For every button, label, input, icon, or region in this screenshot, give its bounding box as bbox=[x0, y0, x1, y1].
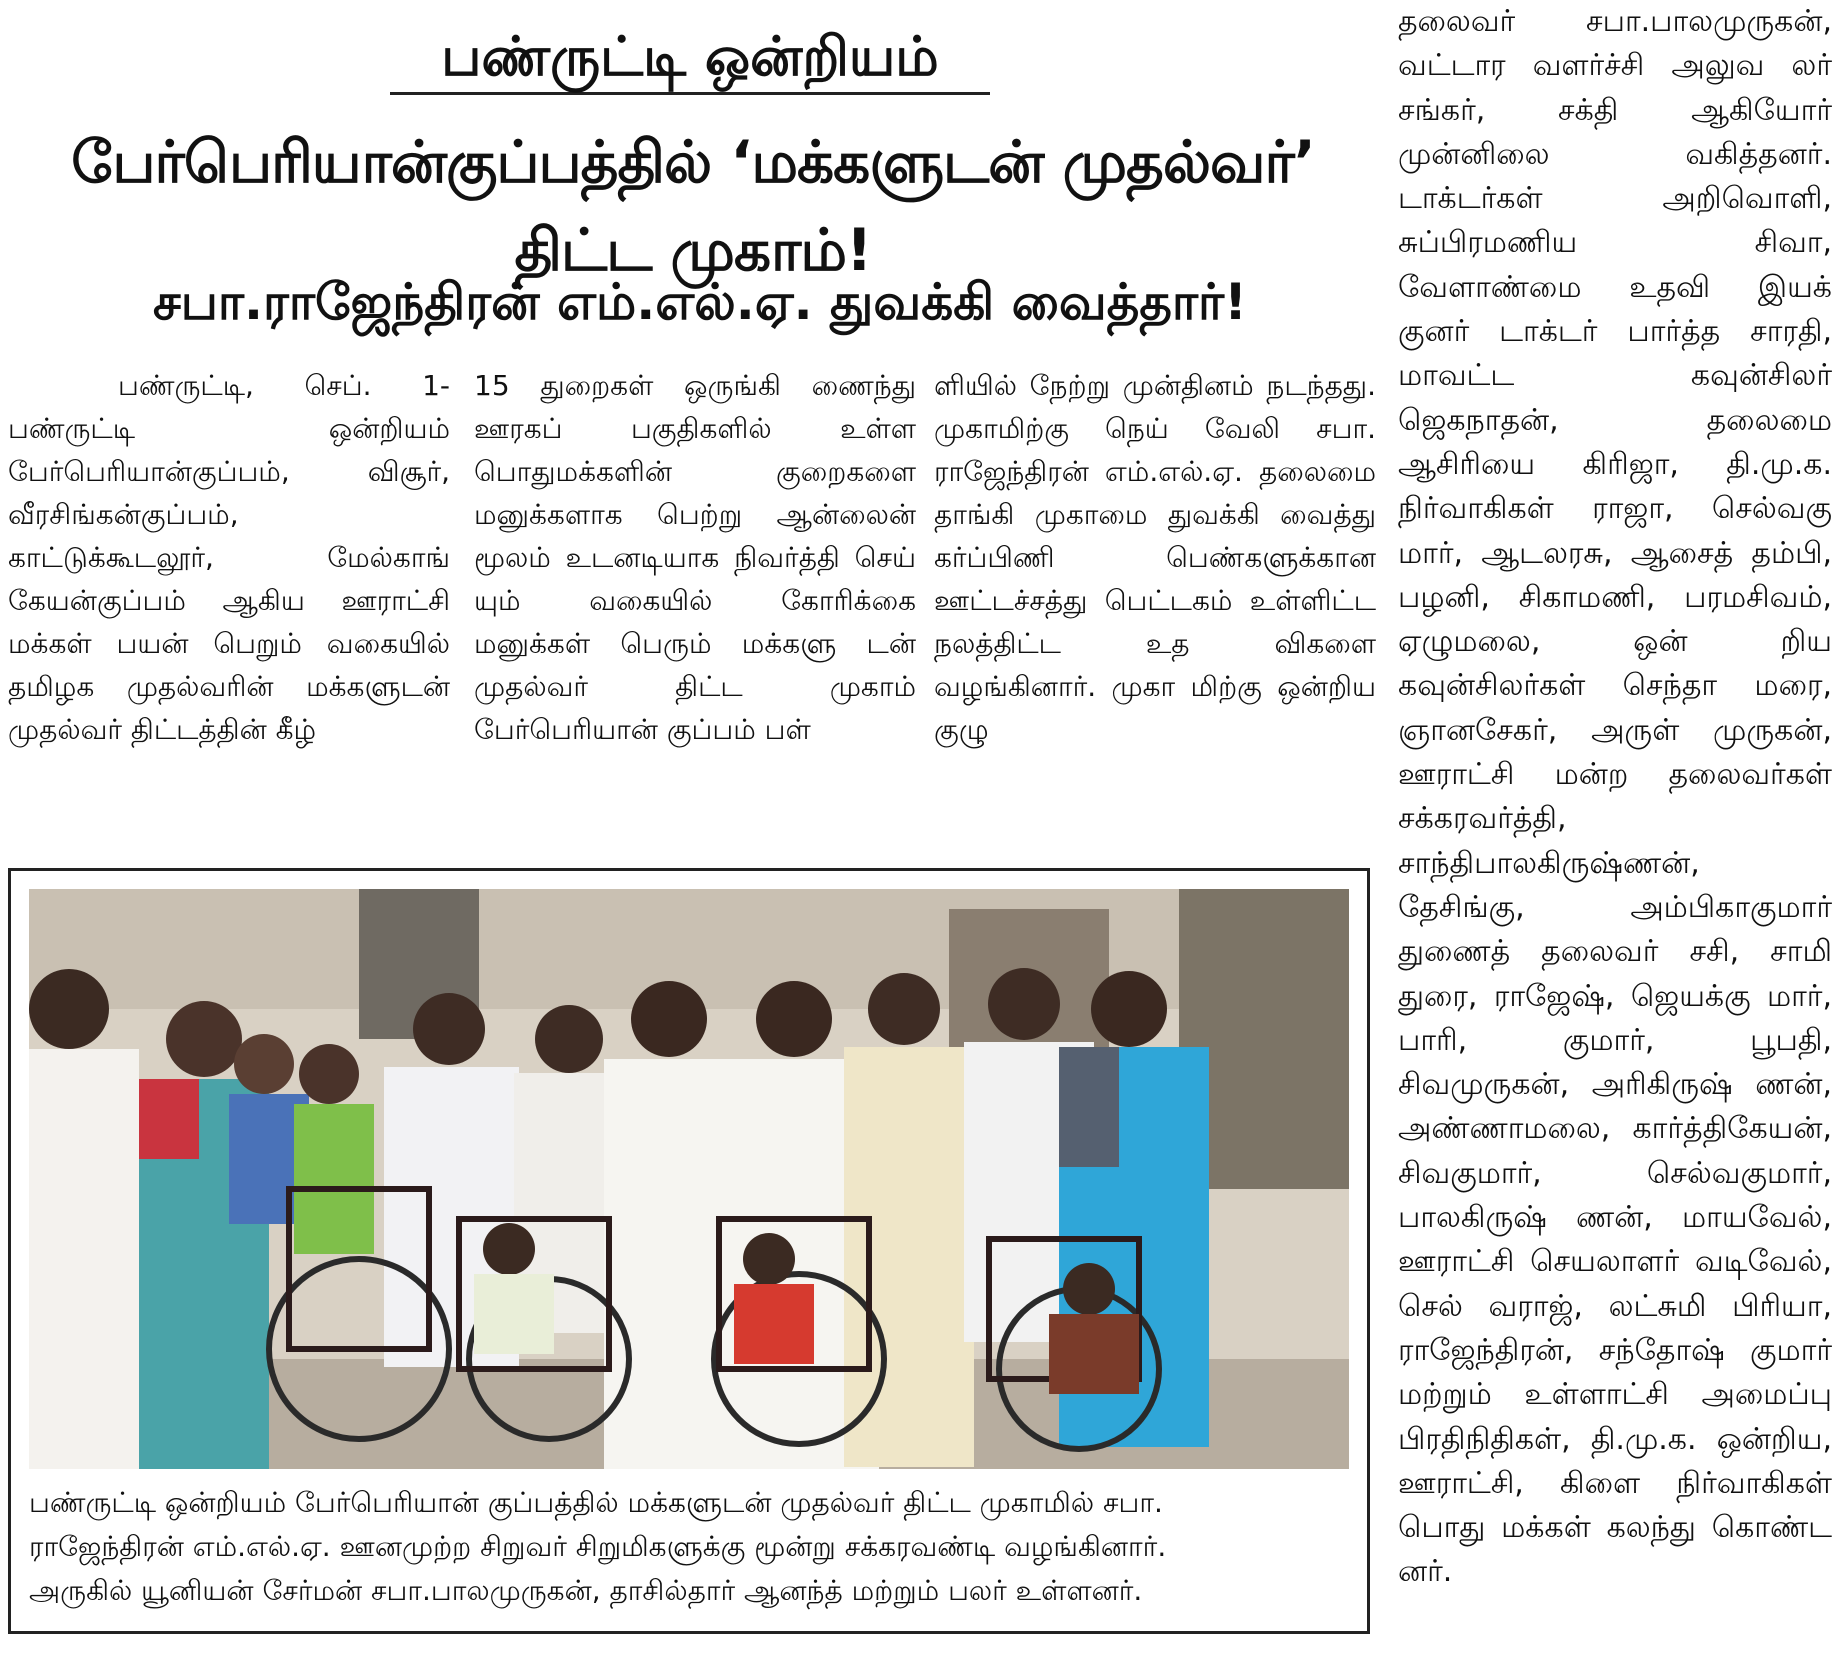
column-2-text: 15 துறைகள் ஒருங்கி ணைந்து ஊரகப் பகுதிகளில் உள்ள பொதுமக்களின் குறைகளை மனுக்களாக பெற்று ஆன்லைன் மூலம் உடனடியாக நிவர்த்தி செய் யும் வகையில் கோரிக்கை மனுக்கள் பெரும் மக்களு டன் முதல்வர் திட்ட முகாம் பேர்பெரியான் குப்பம் பள் bbox=[474, 369, 916, 746]
headline: பேர்பெரியான்குப்பத்தில் ‘மக்களுடன் முதல்வர்’ திட்ட முகாம்! bbox=[71, 128, 1315, 284]
caption-line-2: ராஜேந்திரன் எம்.எல்.ஏ. ஊனமுற்ற சிறுவர் சிறுமிகளுக்கு மூன்று சக்கரவண்டி வழங்கினார். bbox=[29, 1530, 1167, 1563]
subheadline: சபா.ராஜேந்திரன் எம்.எல்.ஏ. துவக்கி வைத்தார்! bbox=[153, 273, 1247, 331]
article-column-1 bbox=[8, 364, 450, 844]
event-photo-illustration bbox=[29, 889, 1349, 1469]
article-column-4 bbox=[1398, 0, 1832, 1654]
section-label: பண்ருட்டி ஒன்றியம் bbox=[390, 22, 990, 95]
photo-caption bbox=[29, 1481, 1349, 1613]
caption-line-1: பண்ருட்டி ஒன்றியம் பேர்பெரியான் குப்பத்தில் மக்களுடன் முதல்வர் திட்ட முகாமில் சபா. bbox=[29, 1486, 1163, 1519]
column-4-text: தலைவர் சபா.பாலமுருகன், வட்டார வளர்ச்சி அலுவ லர் சங்கர், சக்தி ஆகியோர் முன்னிலை வகித்தனர். டாக்டர்கள் அறிவொளி, சுப்பிரமணிய சிவா, வேளாண்மை உதவி இயக் குனர் டாக்டர் பார்த்த சாரதி, மாவட்ட கவுன்சிலர் ஜெகநாதன், தலைமை ஆசிரியை கிரிஜா, தி.மு.க. நிர்வாகிகள் ராஜா, செல்வகு மார், ஆடலரசு, ஆசைத் தம்பி, பழனி, சிகாமணி, பரமசிவம், ஏழுமலை, ஒன் றிய கவுன்சிலர்கள் செந்தா மரை, ஞானசேகர், அருள் முருகன், ஊராட்சி மன்ற தலைவர்கள் சக்கரவர்த்தி, சாந்திபாலகிருஷ்ணன், தேசிங்கு, அம்பிகாகுமார் துணைத் தலைவர் சசி, சாமி துரை, ராஜேஷ், ஜெயக்கு மார், பாரி, குமார், பூபதி, சிவமுருகன், அரிகிருஷ் ணன், அண்ணாமலை, கார்த்திகேயன், சிவகுமார், செல்வகுமார், பாலகிருஷ் ணன், மாயவேல், ஊராட்சி செயலாளர் வடிவேல், செல் வராஜ், லட்சுமி பிரியா, ராஜேந்திரன், சந்தோஷ் குமார் மற்றும் உள்ளாட்சி அமைப்பு பிரதிநிதிகள், தி.மு.க. ஒன்றிய, ஊராட்சி, கிளை நிர்வாகிகள் பொது மக்கள் கலந்து கொண்ட னர். bbox=[1398, 4, 1832, 1590]
event-photo bbox=[29, 889, 1349, 1469]
photo-frame bbox=[8, 868, 1370, 1634]
article-column-2 bbox=[474, 364, 916, 844]
column-3-text: ளியில் நேற்று முன்தினம் நடந்தது. முகாமிற்கு நெய் வேலி சபா. ராஜேந்திரன் எம்.எல்.ஏ. தலைமை தாங்கி முகாமை துவக்கி வைத்து கர்ப்பிணி பெண்களுக்கான ஊட்டச்சத்து பெட்டகம் உள்ளிட்ட நலத்திட்ட உத விகளை வழங்கினார். முகா மிற்கு ஒன்றிய குழு bbox=[934, 369, 1376, 746]
article-column-3 bbox=[934, 364, 1376, 844]
column-1-text: பண்ருட்டி, செப். 1- பண்ருட்டி ஒன்றியம் பேர்பெரியான்குப்பம், விசூர், வீரசிங்கன்குப்பம், காட்டுக்கூடலூர், மேல்காங் கேயன்குப்பம் ஆகிய ஊராட்சி மக்கள் பயன் பெறும் வகையில் தமிழக முதல்வரின் மக்களுடன் முதல்வர் திட்டத்தின் கீழ் bbox=[8, 369, 450, 746]
caption-line-3: அருகில் யூனியன் சேர்மன் சபா.பாலமுருகன், தாசில்தார் ஆனந்த் மற்றும் பலர் உள்ளனர். bbox=[29, 1574, 1143, 1607]
